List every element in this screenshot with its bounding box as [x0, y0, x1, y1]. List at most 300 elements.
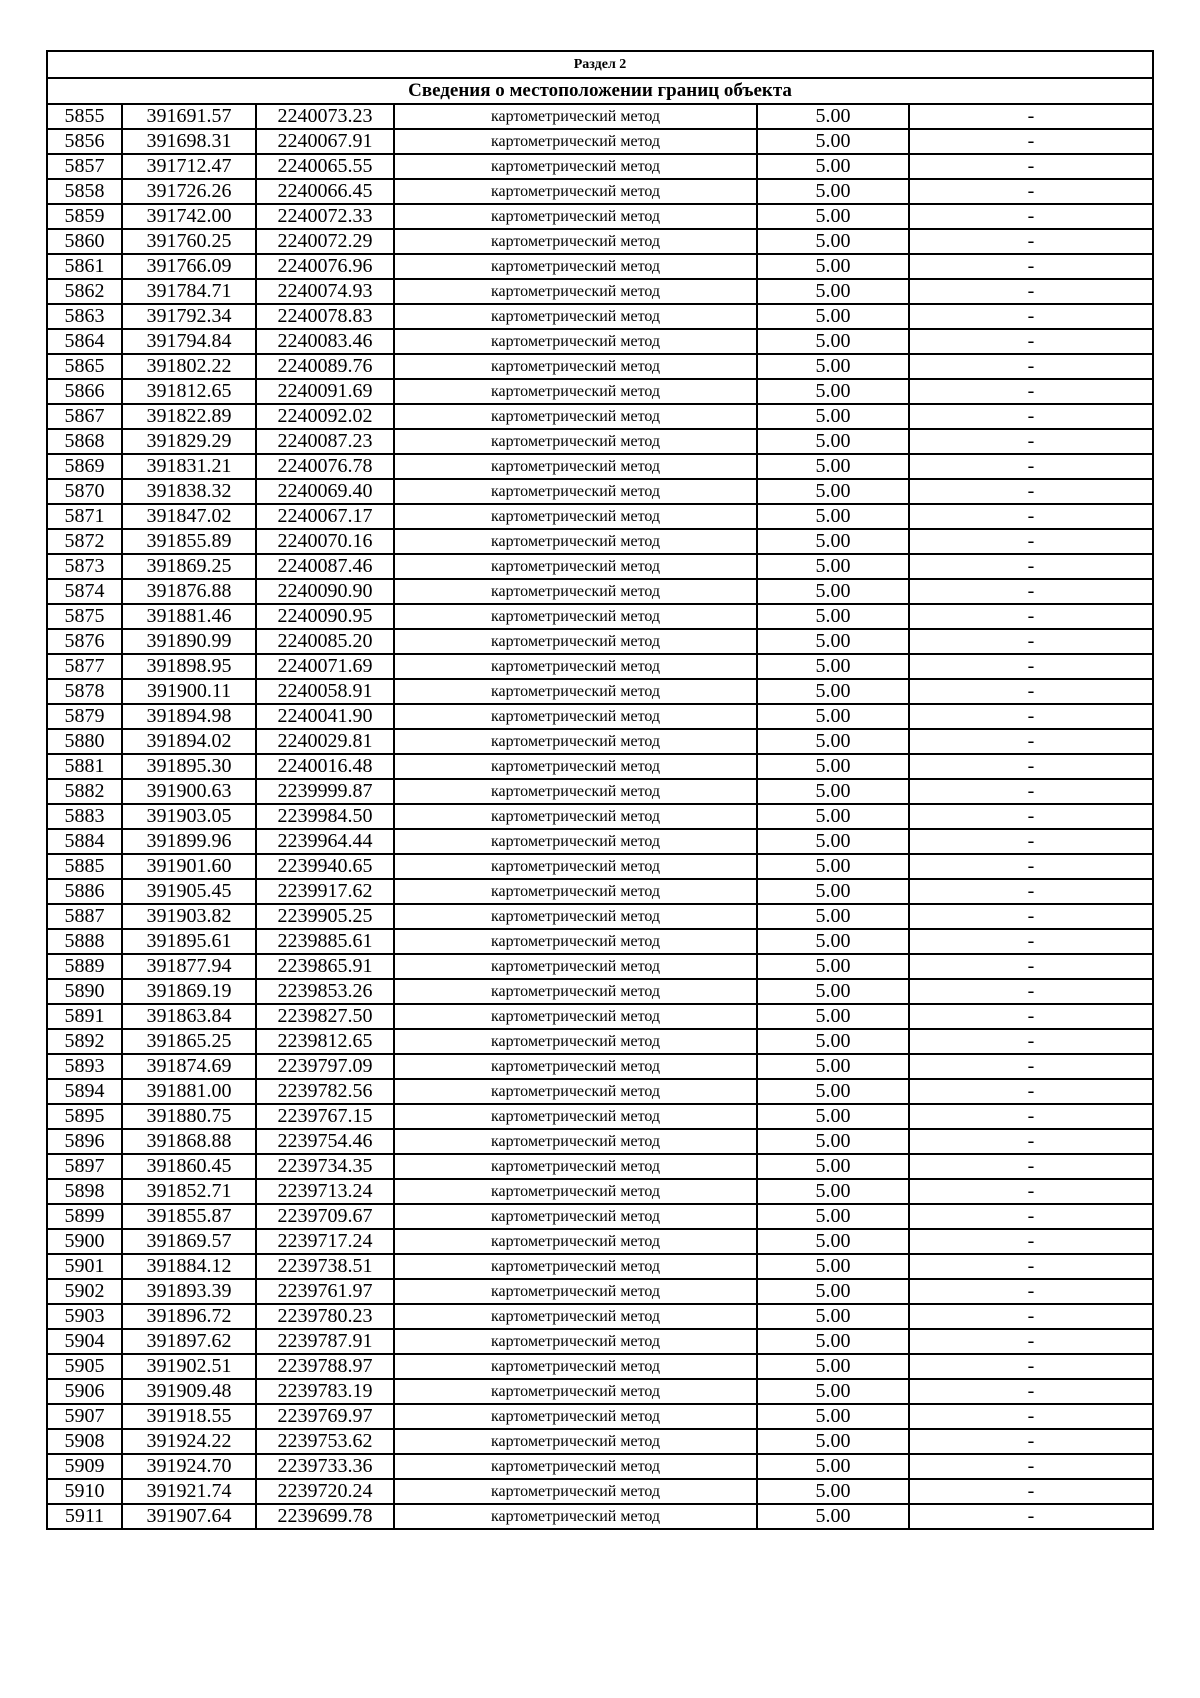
description-cell: -: [909, 854, 1153, 879]
table-row: [47, 129, 1153, 154]
accuracy-cell: 5.00: [757, 954, 909, 979]
description-cell: -: [909, 204, 1153, 229]
description-cell: -: [909, 829, 1153, 854]
point-number-cell: 5877: [47, 654, 122, 679]
table-row: [47, 1254, 1153, 1279]
description-cell: -: [909, 629, 1153, 654]
method-cell: картометрический метод: [394, 1154, 757, 1179]
description-cell: -: [909, 1354, 1153, 1379]
y-coordinate-cell: 2239827.50: [256, 1004, 394, 1029]
table-row: [47, 404, 1153, 429]
point-number-cell: 5876: [47, 629, 122, 654]
x-coordinate-cell: 391691.57: [122, 104, 256, 129]
accuracy-cell: 5.00: [757, 1079, 909, 1104]
description-cell: -: [909, 279, 1153, 304]
point-number-cell: 5893: [47, 1054, 122, 1079]
y-coordinate-cell: 2240087.46: [256, 554, 394, 579]
method-cell: картометрический метод: [394, 979, 757, 1004]
point-number-cell: 5908: [47, 1429, 122, 1454]
point-number-cell: 5892: [47, 1029, 122, 1054]
table-row: [47, 804, 1153, 829]
method-cell: картометрический метод: [394, 1129, 757, 1154]
description-cell: -: [909, 929, 1153, 954]
y-coordinate-cell: 2239788.97: [256, 1354, 394, 1379]
point-number-cell: 5895: [47, 1104, 122, 1129]
accuracy-cell: 5.00: [757, 779, 909, 804]
boundary-coordinates-table: [46, 50, 1154, 1530]
point-number-cell: 5905: [47, 1354, 122, 1379]
table-row: [47, 429, 1153, 454]
point-number-cell: 5885: [47, 854, 122, 879]
table-row: [47, 554, 1153, 579]
method-cell: картометрический метод: [394, 529, 757, 554]
accuracy-cell: 5.00: [757, 929, 909, 954]
method-cell: картометрический метод: [394, 1279, 757, 1304]
table-row: [47, 254, 1153, 279]
point-number-cell: 5894: [47, 1079, 122, 1104]
method-cell: картометрический метод: [394, 1029, 757, 1054]
x-coordinate-cell: 391895.30: [122, 754, 256, 779]
table-row: [47, 1004, 1153, 1029]
method-cell: картометрический метод: [394, 654, 757, 679]
y-coordinate-cell: 2239717.24: [256, 1229, 394, 1254]
accuracy-cell: 5.00: [757, 104, 909, 129]
description-cell: -: [909, 1479, 1153, 1504]
accuracy-cell: 5.00: [757, 879, 909, 904]
y-coordinate-cell: 2239709.67: [256, 1204, 394, 1229]
accuracy-cell: 5.00: [757, 1029, 909, 1054]
table-row: [47, 1479, 1153, 1504]
x-coordinate-cell: 391712.47: [122, 154, 256, 179]
accuracy-cell: 5.00: [757, 454, 909, 479]
y-coordinate-cell: 2239787.91: [256, 1329, 394, 1354]
method-cell: картометрический метод: [394, 704, 757, 729]
description-cell: -: [909, 1129, 1153, 1154]
method-cell: картометрический метод: [394, 1354, 757, 1379]
point-number-cell: 5901: [47, 1254, 122, 1279]
y-coordinate-cell: 2240058.91: [256, 679, 394, 704]
x-coordinate-cell: 391869.57: [122, 1229, 256, 1254]
point-number-cell: 5873: [47, 554, 122, 579]
accuracy-cell: 5.00: [757, 1229, 909, 1254]
y-coordinate-cell: 2239699.78: [256, 1504, 394, 1529]
x-coordinate-cell: 391792.34: [122, 304, 256, 329]
accuracy-cell: 5.00: [757, 654, 909, 679]
accuracy-cell: 5.00: [757, 629, 909, 654]
method-cell: картометрический метод: [394, 754, 757, 779]
method-cell: картометрический метод: [394, 479, 757, 504]
method-cell: картометрический метод: [394, 879, 757, 904]
description-cell: -: [909, 1004, 1153, 1029]
x-coordinate-cell: 391812.65: [122, 379, 256, 404]
y-coordinate-cell: 2239964.44: [256, 829, 394, 854]
table-row: [47, 629, 1153, 654]
table-row: [47, 154, 1153, 179]
description-cell: -: [909, 1029, 1153, 1054]
point-number-cell: 5861: [47, 254, 122, 279]
y-coordinate-cell: 2239905.25: [256, 904, 394, 929]
x-coordinate-cell: 391869.19: [122, 979, 256, 1004]
accuracy-cell: 5.00: [757, 854, 909, 879]
x-coordinate-cell: 391829.29: [122, 429, 256, 454]
table-row: [47, 979, 1153, 1004]
description-cell: -: [909, 554, 1153, 579]
y-coordinate-cell: 2239917.62: [256, 879, 394, 904]
table-row: [47, 1454, 1153, 1479]
method-cell: картометрический метод: [394, 1229, 757, 1254]
y-coordinate-cell: 2239853.26: [256, 979, 394, 1004]
x-coordinate-cell: 391881.46: [122, 604, 256, 629]
y-coordinate-cell: 2240076.96: [256, 254, 394, 279]
x-coordinate-cell: 391869.25: [122, 554, 256, 579]
x-coordinate-cell: 391890.99: [122, 629, 256, 654]
accuracy-cell: 5.00: [757, 804, 909, 829]
accuracy-cell: 5.00: [757, 1254, 909, 1279]
accuracy-cell: 5.00: [757, 304, 909, 329]
description-cell: -: [909, 604, 1153, 629]
description-cell: -: [909, 1304, 1153, 1329]
description-cell: -: [909, 354, 1153, 379]
method-cell: картометрический метод: [394, 804, 757, 829]
table-row: [47, 579, 1153, 604]
accuracy-cell: 5.00: [757, 429, 909, 454]
point-number-cell: 5856: [47, 129, 122, 154]
y-coordinate-cell: 2239984.50: [256, 804, 394, 829]
description-cell: -: [909, 679, 1153, 704]
table-row: [47, 729, 1153, 754]
method-cell: картометрический метод: [394, 1304, 757, 1329]
point-number-cell: 5890: [47, 979, 122, 1004]
point-number-cell: 5860: [47, 229, 122, 254]
x-coordinate-cell: 391847.02: [122, 504, 256, 529]
method-cell: картометрический метод: [394, 929, 757, 954]
table-row: [47, 704, 1153, 729]
accuracy-cell: 5.00: [757, 679, 909, 704]
accuracy-cell: 5.00: [757, 1179, 909, 1204]
x-coordinate-cell: 391698.31: [122, 129, 256, 154]
table-row: [47, 1179, 1153, 1204]
y-coordinate-cell: 2240041.90: [256, 704, 394, 729]
point-number-cell: 5864: [47, 329, 122, 354]
method-cell: картометрический метод: [394, 279, 757, 304]
description-cell: -: [909, 754, 1153, 779]
y-coordinate-cell: 2240076.78: [256, 454, 394, 479]
table-row: [47, 229, 1153, 254]
x-coordinate-cell: 391868.88: [122, 1129, 256, 1154]
description-cell: -: [909, 529, 1153, 554]
y-coordinate-cell: 2240091.69: [256, 379, 394, 404]
y-coordinate-cell: 2239999.87: [256, 779, 394, 804]
point-number-cell: 5899: [47, 1204, 122, 1229]
description-cell: -: [909, 304, 1153, 329]
x-coordinate-cell: 391894.02: [122, 729, 256, 754]
accuracy-cell: 5.00: [757, 579, 909, 604]
description-cell: -: [909, 1079, 1153, 1104]
point-number-cell: 5870: [47, 479, 122, 504]
description-cell: -: [909, 1454, 1153, 1479]
accuracy-cell: 5.00: [757, 154, 909, 179]
y-coordinate-cell: 2240073.23: [256, 104, 394, 129]
y-coordinate-cell: 2239783.19: [256, 1379, 394, 1404]
y-coordinate-cell: 2240066.45: [256, 179, 394, 204]
accuracy-cell: 5.00: [757, 604, 909, 629]
x-coordinate-cell: 391726.26: [122, 179, 256, 204]
accuracy-cell: 5.00: [757, 1204, 909, 1229]
description-cell: -: [909, 454, 1153, 479]
y-coordinate-cell: 2240092.02: [256, 404, 394, 429]
x-coordinate-cell: 391838.32: [122, 479, 256, 504]
table-row: [47, 654, 1153, 679]
point-number-cell: 5862: [47, 279, 122, 304]
table-row: [47, 1279, 1153, 1304]
table-row: [47, 354, 1153, 379]
accuracy-cell: 5.00: [757, 754, 909, 779]
x-coordinate-cell: 391897.62: [122, 1329, 256, 1354]
method-cell: картометрический метод: [394, 354, 757, 379]
x-coordinate-cell: 391784.71: [122, 279, 256, 304]
method-cell: картометрический метод: [394, 379, 757, 404]
description-cell: -: [909, 329, 1153, 354]
point-number-cell: 5897: [47, 1154, 122, 1179]
x-coordinate-cell: 391902.51: [122, 1354, 256, 1379]
point-number-cell: 5902: [47, 1279, 122, 1304]
accuracy-cell: 5.00: [757, 829, 909, 854]
description-cell: -: [909, 979, 1153, 1004]
table-row: [47, 1504, 1153, 1529]
accuracy-cell: 5.00: [757, 1404, 909, 1429]
table-row: [47, 1404, 1153, 1429]
accuracy-cell: 5.00: [757, 504, 909, 529]
table-row: [47, 379, 1153, 404]
x-coordinate-cell: 391852.71: [122, 1179, 256, 1204]
accuracy-cell: 5.00: [757, 1129, 909, 1154]
description-cell: -: [909, 179, 1153, 204]
description-cell: -: [909, 729, 1153, 754]
y-coordinate-cell: 2240085.20: [256, 629, 394, 654]
point-number-cell: 5906: [47, 1379, 122, 1404]
accuracy-cell: 5.00: [757, 554, 909, 579]
table-row: [47, 504, 1153, 529]
point-number-cell: 5868: [47, 429, 122, 454]
section-header-row: [47, 51, 1153, 78]
method-cell: картометрический метод: [394, 454, 757, 479]
table-row: [47, 1129, 1153, 1154]
description-cell: -: [909, 1179, 1153, 1204]
table-row: [47, 829, 1153, 854]
point-number-cell: 5867: [47, 404, 122, 429]
point-number-cell: 5855: [47, 104, 122, 129]
method-cell: картометрический метод: [394, 1204, 757, 1229]
table-row: [47, 529, 1153, 554]
description-cell: -: [909, 379, 1153, 404]
table-row: [47, 304, 1153, 329]
table-row: [47, 179, 1153, 204]
point-number-cell: 5903: [47, 1304, 122, 1329]
table-row: [47, 679, 1153, 704]
x-coordinate-cell: 391831.21: [122, 454, 256, 479]
x-coordinate-cell: 391907.64: [122, 1504, 256, 1529]
y-coordinate-cell: 2239734.35: [256, 1154, 394, 1179]
method-cell: картометрический метод: [394, 1429, 757, 1454]
accuracy-cell: 5.00: [757, 1354, 909, 1379]
point-number-cell: 5880: [47, 729, 122, 754]
description-cell: -: [909, 1204, 1153, 1229]
x-coordinate-cell: 391924.70: [122, 1454, 256, 1479]
point-number-cell: 5878: [47, 679, 122, 704]
x-coordinate-cell: 391760.25: [122, 229, 256, 254]
x-coordinate-cell: 391909.48: [122, 1379, 256, 1404]
description-cell: -: [909, 104, 1153, 129]
description-cell: -: [909, 1229, 1153, 1254]
method-cell: картометрический метод: [394, 1054, 757, 1079]
table-row: [47, 1104, 1153, 1129]
point-number-cell: 5881: [47, 754, 122, 779]
method-cell: картометрический метод: [394, 104, 757, 129]
description-cell: -: [909, 1279, 1153, 1304]
method-cell: картометрический метод: [394, 579, 757, 604]
y-coordinate-cell: 2240071.69: [256, 654, 394, 679]
point-number-cell: 5910: [47, 1479, 122, 1504]
y-coordinate-cell: 2239761.97: [256, 1279, 394, 1304]
accuracy-cell: 5.00: [757, 1154, 909, 1179]
table-title: Сведения о местоположении границ объекта: [47, 78, 1153, 104]
x-coordinate-cell: 391905.45: [122, 879, 256, 904]
point-number-cell: 5875: [47, 604, 122, 629]
method-cell: картометрический метод: [394, 1179, 757, 1204]
description-cell: -: [909, 904, 1153, 929]
description-cell: -: [909, 779, 1153, 804]
y-coordinate-cell: 2240072.29: [256, 229, 394, 254]
table-row: [47, 1154, 1153, 1179]
x-coordinate-cell: 391903.82: [122, 904, 256, 929]
accuracy-cell: 5.00: [757, 1504, 909, 1529]
y-coordinate-cell: 2239713.24: [256, 1179, 394, 1204]
y-coordinate-cell: 2239865.91: [256, 954, 394, 979]
description-cell: -: [909, 154, 1153, 179]
accuracy-cell: 5.00: [757, 1104, 909, 1129]
x-coordinate-cell: 391742.00: [122, 204, 256, 229]
x-coordinate-cell: 391900.11: [122, 679, 256, 704]
table-row: [47, 204, 1153, 229]
accuracy-cell: 5.00: [757, 204, 909, 229]
y-coordinate-cell: 2239767.15: [256, 1104, 394, 1129]
x-coordinate-cell: 391855.87: [122, 1204, 256, 1229]
y-coordinate-cell: 2240067.17: [256, 504, 394, 529]
section-label: Раздел 2: [47, 51, 1153, 78]
point-number-cell: 5879: [47, 704, 122, 729]
point-number-cell: 5883: [47, 804, 122, 829]
y-coordinate-cell: 2240070.16: [256, 529, 394, 554]
y-coordinate-cell: 2239720.24: [256, 1479, 394, 1504]
point-number-cell: 5859: [47, 204, 122, 229]
y-coordinate-cell: 2240087.23: [256, 429, 394, 454]
point-number-cell: 5871: [47, 504, 122, 529]
method-cell: картометрический метод: [394, 1329, 757, 1354]
description-cell: -: [909, 654, 1153, 679]
accuracy-cell: 5.00: [757, 1479, 909, 1504]
point-number-cell: 5865: [47, 354, 122, 379]
y-coordinate-cell: 2240090.95: [256, 604, 394, 629]
y-coordinate-cell: 2240090.90: [256, 579, 394, 604]
table-body: [47, 51, 1153, 1529]
accuracy-cell: 5.00: [757, 1304, 909, 1329]
accuracy-cell: 5.00: [757, 279, 909, 304]
point-number-cell: 5884: [47, 829, 122, 854]
x-coordinate-cell: 391794.84: [122, 329, 256, 354]
table-row: [47, 954, 1153, 979]
accuracy-cell: 5.00: [757, 479, 909, 504]
table-title-row: [47, 78, 1153, 104]
table-row: [47, 1379, 1153, 1404]
method-cell: картометрический метод: [394, 779, 757, 804]
x-coordinate-cell: 391881.00: [122, 1079, 256, 1104]
accuracy-cell: 5.00: [757, 1329, 909, 1354]
x-coordinate-cell: 391877.94: [122, 954, 256, 979]
x-coordinate-cell: 391918.55: [122, 1404, 256, 1429]
accuracy-cell: 5.00: [757, 404, 909, 429]
point-number-cell: 5888: [47, 929, 122, 954]
description-cell: -: [909, 129, 1153, 154]
description-cell: -: [909, 229, 1153, 254]
y-coordinate-cell: 2239780.23: [256, 1304, 394, 1329]
accuracy-cell: 5.00: [757, 179, 909, 204]
table-row: [47, 279, 1153, 304]
y-coordinate-cell: 2239754.46: [256, 1129, 394, 1154]
x-coordinate-cell: 391893.39: [122, 1279, 256, 1304]
description-cell: -: [909, 579, 1153, 604]
description-cell: -: [909, 1254, 1153, 1279]
accuracy-cell: 5.00: [757, 1379, 909, 1404]
accuracy-cell: 5.00: [757, 729, 909, 754]
table-row: [47, 604, 1153, 629]
table-row: [47, 1429, 1153, 1454]
method-cell: картометрический метод: [394, 1079, 757, 1104]
method-cell: картометрический метод: [394, 1479, 757, 1504]
method-cell: картометрический метод: [394, 1254, 757, 1279]
description-cell: -: [909, 429, 1153, 454]
method-cell: картометрический метод: [394, 1404, 757, 1429]
point-number-cell: 5898: [47, 1179, 122, 1204]
method-cell: картометрический метод: [394, 504, 757, 529]
table-row: [47, 1204, 1153, 1229]
method-cell: картометрический метод: [394, 604, 757, 629]
y-coordinate-cell: 2239738.51: [256, 1254, 394, 1279]
point-number-cell: 5866: [47, 379, 122, 404]
method-cell: картометрический метод: [394, 154, 757, 179]
x-coordinate-cell: 391898.95: [122, 654, 256, 679]
method-cell: картометрический метод: [394, 629, 757, 654]
x-coordinate-cell: 391863.84: [122, 1004, 256, 1029]
method-cell: картометрический метод: [394, 1504, 757, 1529]
y-coordinate-cell: 2239797.09: [256, 1054, 394, 1079]
accuracy-cell: 5.00: [757, 1454, 909, 1479]
description-cell: -: [909, 1504, 1153, 1529]
table-row: [47, 879, 1153, 904]
y-coordinate-cell: 2240069.40: [256, 479, 394, 504]
method-cell: картометрический метод: [394, 829, 757, 854]
x-coordinate-cell: 391766.09: [122, 254, 256, 279]
x-coordinate-cell: 391924.22: [122, 1429, 256, 1454]
method-cell: картометрический метод: [394, 1454, 757, 1479]
table-row: [47, 904, 1153, 929]
table-row: [47, 1354, 1153, 1379]
table-row: [47, 1029, 1153, 1054]
point-number-cell: 5869: [47, 454, 122, 479]
method-cell: картометрический метод: [394, 729, 757, 754]
accuracy-cell: 5.00: [757, 1054, 909, 1079]
x-coordinate-cell: 391802.22: [122, 354, 256, 379]
description-cell: -: [909, 1404, 1153, 1429]
